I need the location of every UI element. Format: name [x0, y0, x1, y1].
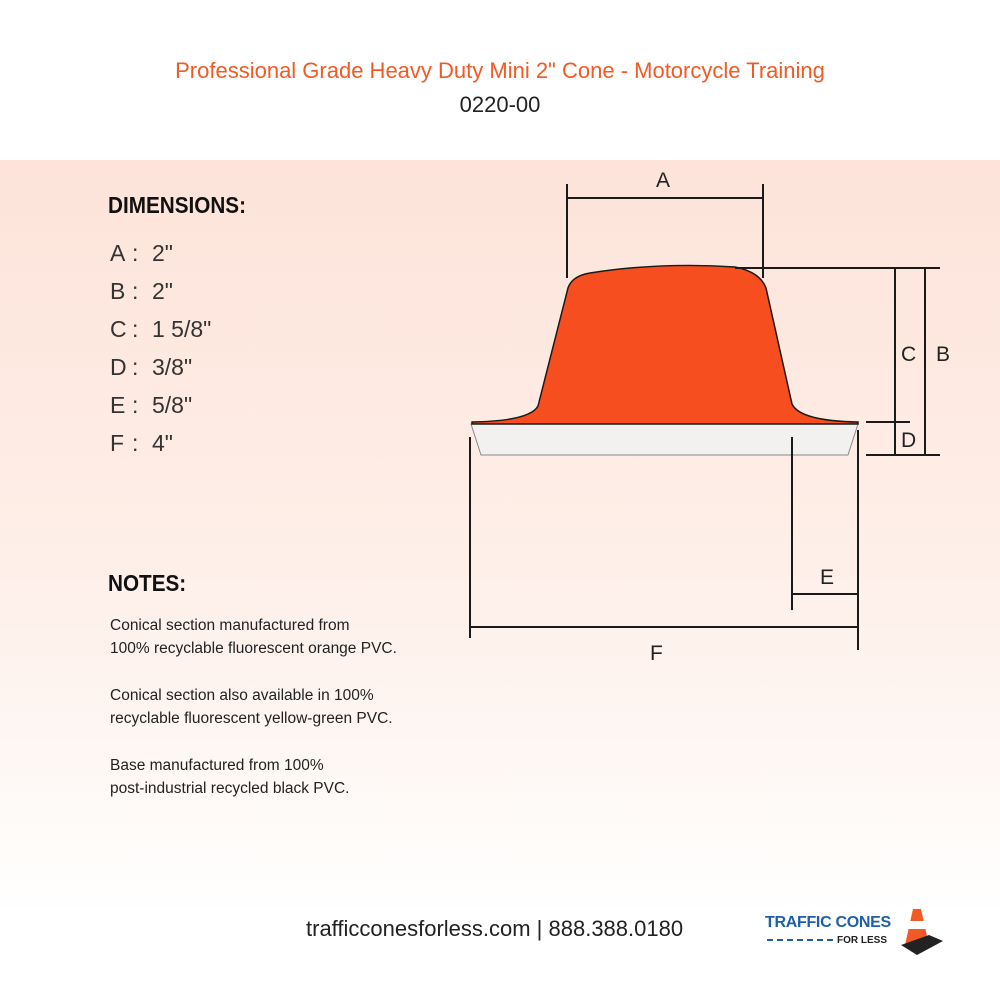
cone-body: [472, 265, 858, 424]
note-line: Base manufactured from 100%: [110, 757, 324, 774]
dimension-value: 1 5/8": [152, 316, 212, 342]
product-title: Professional Grade Heavy Duty Mini 2" Cone - Motorcycle Training: [175, 58, 825, 83]
dimension-separator: :: [132, 316, 139, 342]
dimension-separator: :: [132, 354, 139, 380]
dimension-value: 2": [152, 278, 173, 304]
logo-text-sub: FOR LESS: [837, 935, 888, 946]
label-b: B: [936, 343, 951, 366]
dimension-letter: E: [110, 392, 126, 418]
note-line: post-industrial recycled black PVC.: [110, 780, 350, 797]
label-e: E: [820, 566, 835, 589]
dimension-letter: C: [110, 316, 127, 342]
logo-text-main: TRAFFIC CONES: [765, 914, 891, 931]
note-line: recyclable fluorescent yellow-green PVC.: [110, 710, 393, 727]
dimensions-heading: DIMENSIONS:: [108, 192, 247, 218]
dimension-value: 4": [152, 430, 173, 456]
label-d: D: [901, 429, 917, 452]
dimension-letter: F: [110, 430, 125, 456]
contact-info: trafficconesforless.com | 888.388.0180: [306, 916, 684, 941]
dimension-letter: B: [110, 278, 126, 304]
dimension-separator: :: [132, 392, 139, 418]
dimension-letter: D: [110, 354, 127, 380]
traffic-cone-icon: [899, 905, 945, 955]
notes-heading: NOTES:: [108, 570, 187, 596]
logo-dashed-line: [767, 939, 833, 941]
note-line: 100% recyclable fluorescent orange PVC.: [110, 640, 397, 657]
dimension-separator: :: [132, 430, 139, 456]
product-code: 0220-00: [459, 92, 541, 117]
label-a: A: [656, 169, 671, 192]
note-line: Conical section also available in 100%: [110, 687, 374, 704]
dimension-separator: :: [132, 240, 139, 266]
dimension-letter: A: [110, 240, 126, 266]
cone-base: [471, 424, 858, 455]
label-c: C: [901, 343, 917, 366]
note-line: Conical section manufactured from: [110, 617, 350, 634]
dimension-value: 2": [152, 240, 173, 266]
dimension-separator: :: [132, 278, 139, 304]
dimension-value: 5/8": [152, 392, 193, 418]
dimension-value: 3/8": [152, 354, 193, 380]
company-logo: [765, 905, 945, 955]
label-f: F: [650, 642, 663, 665]
